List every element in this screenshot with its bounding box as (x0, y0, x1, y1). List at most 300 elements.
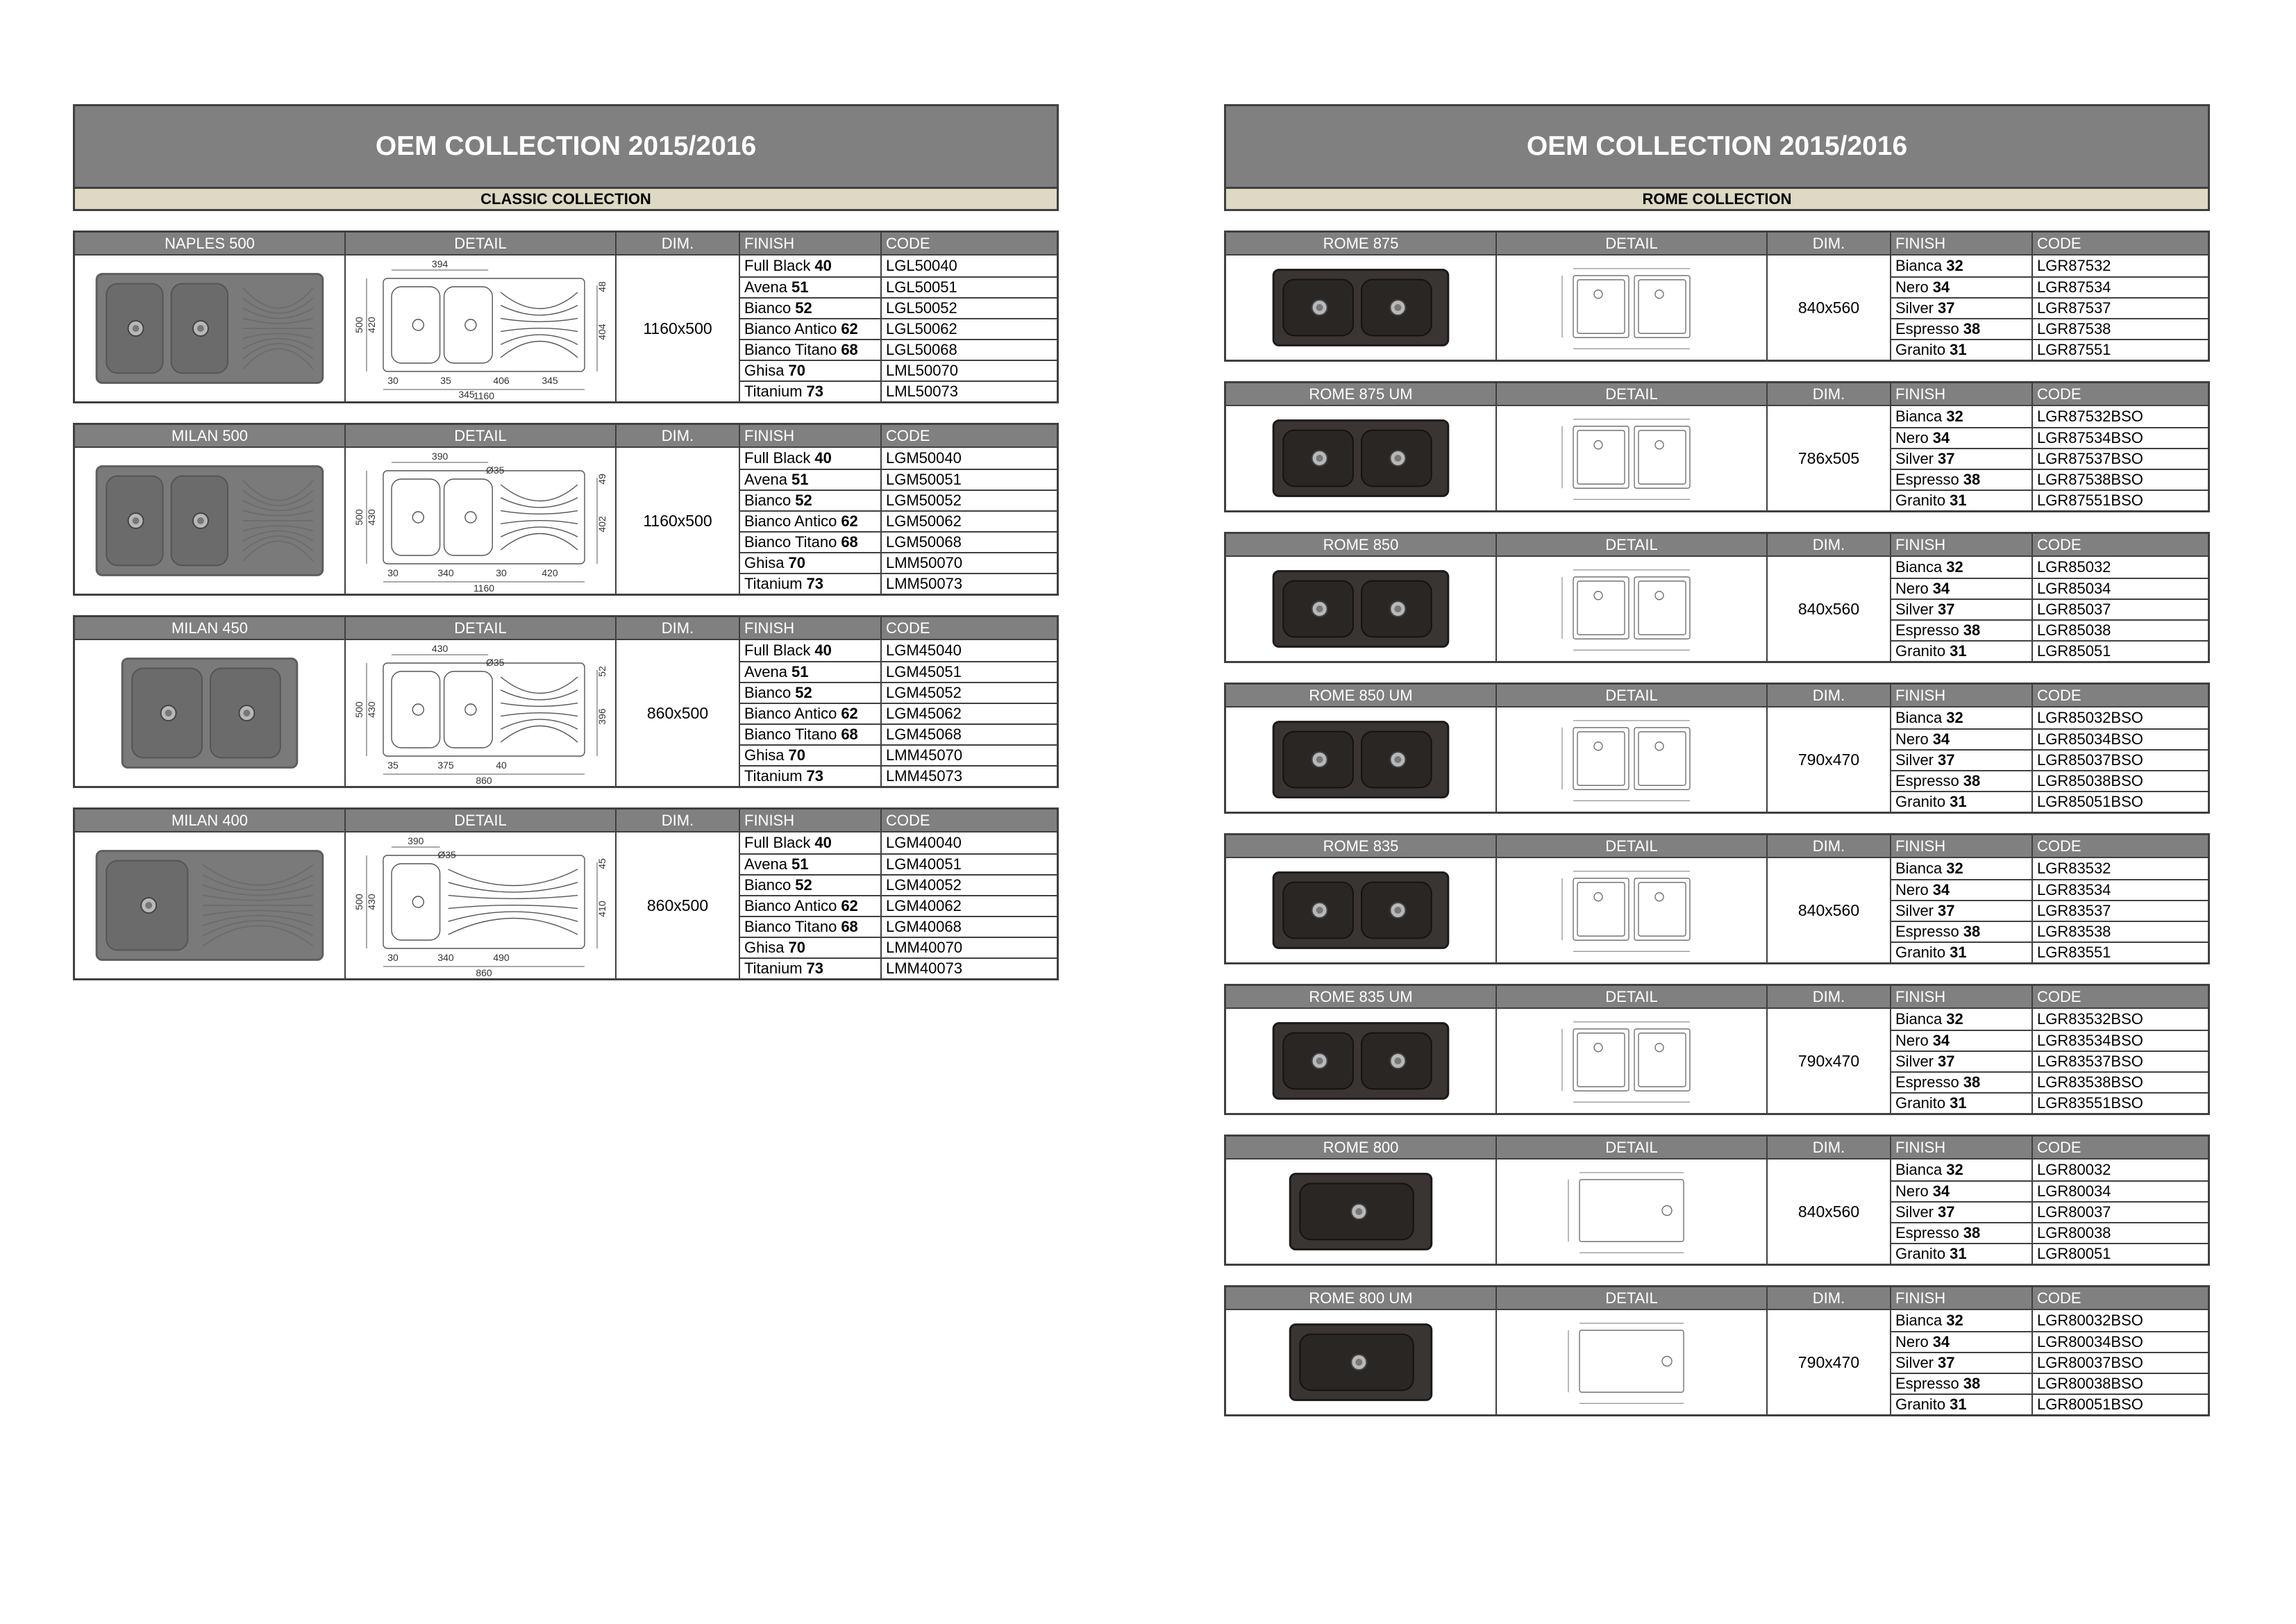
finish-name: Full Black (744, 257, 811, 274)
finish-number: 73 (806, 767, 824, 785)
finish-number: 32 (1946, 408, 1963, 425)
finish-header: FINISH (1891, 233, 2033, 254)
finish-row (1891, 1180, 2031, 1201)
dark-double-bowl-sink-image (1232, 562, 1489, 656)
finish-row (740, 552, 880, 573)
finish-row (1891, 640, 2031, 661)
finish-number: 32 (1946, 1312, 1963, 1329)
product-code: LGM40068 (882, 916, 1057, 937)
product-code: LGM50052 (882, 489, 1057, 510)
finish-name: Full Black (744, 834, 811, 851)
finish-row (740, 682, 880, 703)
finish-number: 31 (1950, 341, 1967, 358)
dim-top: 430 (431, 643, 449, 654)
finish-number: 32 (1946, 1010, 1963, 1028)
product-code: LGR87532BSO (2037, 408, 2143, 425)
dim-header: DIM. (1768, 1137, 1891, 1158)
product-detail-drawing (1497, 1160, 1768, 1264)
finish-header: FINISH (1891, 835, 2033, 857)
product-code: LGR85032BSO (2037, 709, 2143, 726)
dim-bottom-3: 30 (496, 567, 507, 578)
product-block (1224, 984, 2210, 1115)
product-code: LGR80051 (2033, 1243, 2208, 1264)
product-body (1226, 1309, 2208, 1414)
finish-row (1891, 900, 2031, 921)
finish-row (740, 318, 880, 339)
dim-bottom-2: 35 (440, 375, 451, 386)
product-dimensions: 860x500 (617, 640, 740, 786)
product-body (1226, 405, 2208, 510)
product-code: LML50073 (882, 380, 1057, 401)
code-header: CODE (2037, 837, 2081, 855)
finish-name: Silver (1895, 751, 1934, 769)
finish-name: Nero (1895, 429, 1929, 446)
dim-right-top: 52 (596, 666, 607, 677)
grey-single-bowl-drainer-sink-image (81, 837, 338, 973)
finish-name: Granito (1895, 492, 1946, 509)
product-detail-drawing (1497, 557, 1768, 661)
product-code: LGR80037 (2033, 1201, 2208, 1222)
finish-row (740, 360, 880, 380)
finish-row (740, 744, 880, 765)
finish-number: 62 (841, 705, 858, 722)
product-header-row (75, 810, 1057, 831)
finish-row (740, 703, 880, 723)
finish-name: Granito (1895, 793, 1946, 810)
product-photo (1226, 1310, 1497, 1414)
finish-row (1891, 1092, 2031, 1113)
finish-number: 37 (1938, 1354, 1955, 1371)
product-dimensions: 840x560 (1768, 557, 1891, 661)
product-code: LGM45051 (882, 661, 1057, 682)
product-code: LGR87534BSO (2033, 427, 2208, 448)
finish-name: Espresso (1895, 923, 1959, 940)
finish-row (740, 489, 880, 510)
code-list (882, 640, 1057, 786)
finish-number: 68 (841, 341, 858, 358)
code-header: CODE (886, 811, 930, 829)
finish-number: 68 (841, 918, 858, 935)
dim-right-top: 49 (596, 474, 607, 485)
product-code: LGR87537 (2033, 297, 2208, 318)
finish-number: 31 (1950, 492, 1967, 509)
finish-row (1891, 941, 2031, 962)
dim-left-inner: 430 (366, 509, 377, 526)
finish-number: 32 (1946, 1161, 1963, 1178)
dim-bottom-5: 345 (458, 389, 475, 399)
finish-number: 37 (1938, 299, 1955, 317)
product-block (1224, 683, 2210, 814)
product-detail-drawing (346, 832, 617, 978)
product-code: LGR80038 (2033, 1222, 2208, 1243)
dark-double-bowl-sink-image (1232, 712, 1489, 807)
finish-number: 34 (1932, 730, 1950, 748)
finish-number: 40 (814, 642, 832, 659)
finish-list (1891, 1009, 2033, 1113)
product-dimensions: 1160x500 (617, 256, 740, 401)
finish-number: 70 (788, 746, 805, 764)
code-header: CODE (2037, 385, 2081, 403)
product-code: LGM50062 (882, 510, 1057, 531)
finish-row (1891, 708, 2031, 728)
product-code: LGR85051 (2033, 640, 2208, 661)
dim-bottom-1: 30 (387, 375, 399, 386)
product-name: ROME 875 UM (1226, 383, 1497, 405)
product-header-row (1226, 383, 2208, 405)
product-dimensions: 790x470 (1768, 708, 1891, 812)
finish-number: 34 (1932, 429, 1950, 446)
product-name: NAPLES 500 (75, 233, 346, 254)
finish-row (1891, 1030, 2031, 1050)
finish-row (1891, 728, 2031, 749)
finish-name: Bianca (1895, 257, 1943, 274)
finish-name: Ghisa (744, 939, 785, 956)
finish-row (1891, 339, 2031, 360)
product-code: LGR87538 (2033, 318, 2208, 339)
finish-name: Nero (1895, 1333, 1929, 1350)
finish-list (740, 832, 882, 978)
finish-list (1891, 256, 2033, 360)
dim-right-top: 48 (596, 281, 607, 292)
finish-name: Bianco Antico (744, 897, 837, 914)
finish-number: 34 (1932, 1032, 1950, 1049)
finish-number: 34 (1932, 278, 1950, 296)
finish-number: 38 (1963, 1224, 1981, 1241)
finish-number: 31 (1950, 642, 1967, 660)
finish-row (1891, 427, 2031, 448)
finish-header: FINISH (740, 233, 882, 254)
collection-subtitle: ROME COLLECTION (1224, 189, 2210, 211)
finish-number: 37 (1938, 902, 1955, 919)
product-code: LGM50051 (882, 469, 1057, 489)
finish-row (1891, 276, 2031, 297)
finish-name: Silver (1895, 450, 1934, 467)
finish-row (740, 297, 880, 318)
dim-bottom-1: 35 (387, 760, 399, 771)
dim-right: 402 (596, 516, 607, 533)
finish-number: 68 (841, 533, 858, 551)
product-block (73, 615, 1059, 788)
finish-name: Nero (1895, 730, 1929, 748)
code-list (2033, 1009, 2208, 1113)
grey-double-bowl-sink-image (81, 645, 338, 781)
product-photo (75, 256, 346, 401)
dim-bottom-2: 340 (437, 952, 454, 963)
finish-number: 38 (1963, 772, 1981, 789)
dim-radius: Ø35 (485, 657, 505, 668)
finish-number: 68 (841, 726, 858, 743)
finish-row (1891, 297, 2031, 318)
code-list (882, 448, 1057, 594)
product-code: LGM40051 (882, 853, 1057, 874)
product-code: LGR80051BSO (2033, 1393, 2208, 1414)
finish-name: Bianca (1895, 860, 1943, 877)
product-code: LGM40062 (882, 895, 1057, 916)
product-block (73, 423, 1059, 596)
finish-number: 38 (1963, 471, 1981, 488)
product-name: ROME 835 UM (1226, 986, 1497, 1007)
finish-row (1891, 1071, 2031, 1092)
technical-drawing (1500, 1011, 1763, 1111)
detail-header: DETAIL (1497, 835, 1768, 857)
product-name: ROME 850 (1226, 534, 1497, 555)
finish-name: Avena (744, 278, 787, 296)
detail-header: DETAIL (1497, 986, 1768, 1007)
finish-name: Silver (1895, 1203, 1934, 1221)
finish-header: FINISH (740, 617, 882, 639)
finish-name: Full Black (744, 449, 811, 467)
detail-header: DETAIL (1497, 1287, 1768, 1309)
product-code: LGM50068 (882, 531, 1057, 552)
finish-number: 31 (1950, 793, 1967, 810)
product-detail-drawing (1497, 708, 1768, 812)
product-name: ROME 875 (1226, 233, 1497, 254)
finish-row (1891, 1160, 2031, 1180)
finish-header: FINISH (1891, 1287, 2033, 1309)
dim-total: 860 (476, 775, 492, 784)
finish-number: 32 (1946, 860, 1963, 877)
finish-number: 34 (1932, 1182, 1950, 1200)
product-code: LGR83538BSO (2033, 1071, 2208, 1092)
finish-number: 51 (791, 471, 809, 488)
product-code: LGL50062 (882, 318, 1057, 339)
dim-right-top: 45 (596, 858, 607, 869)
finish-number: 38 (1963, 1073, 1981, 1091)
product-body (1226, 254, 2208, 360)
product-detail-drawing (1497, 256, 1768, 360)
dim-total: 1160 (473, 390, 495, 399)
code-header: CODE (2037, 1138, 2081, 1156)
dim-left-inner: 430 (366, 894, 377, 910)
dim-radius: Ø35 (437, 849, 456, 860)
dim-bottom-1: 30 (387, 952, 399, 963)
finish-row (1891, 749, 2031, 770)
product-code: LGR87534 (2033, 276, 2208, 297)
product-code: LMM45073 (882, 765, 1057, 786)
product-dimensions: 786x505 (1768, 406, 1891, 510)
technical-drawing (1500, 860, 1763, 960)
finish-name: Full Black (744, 642, 811, 659)
product-name: ROME 800 UM (1226, 1287, 1497, 1309)
detail-header: DETAIL (1497, 383, 1768, 405)
finish-number: 38 (1963, 320, 1981, 337)
dim-header: DIM. (1768, 986, 1891, 1007)
product-name: MILAN 450 (75, 617, 346, 639)
product-dimensions: 1160x500 (617, 448, 740, 594)
product-code: LGL50068 (882, 339, 1057, 360)
finish-row (1891, 1331, 2031, 1352)
finish-name: Bianco Titano (744, 918, 837, 935)
dim-left-inner: 420 (366, 317, 377, 333)
finish-name: Nero (1895, 1182, 1929, 1200)
dim-left-outer: 500 (353, 701, 364, 718)
product-body (1226, 1007, 2208, 1113)
product-dimensions: 860x500 (617, 832, 740, 978)
dim-left-outer: 500 (353, 509, 364, 526)
product-code: LGR85034 (2033, 578, 2208, 598)
product-code: LGR85038BSO (2033, 770, 2208, 791)
code-list (2033, 256, 2208, 360)
finish-list (1891, 1310, 2033, 1414)
technical-drawing (349, 835, 612, 976)
finish-name: Titanium (744, 575, 803, 592)
product-code: LMM40070 (882, 937, 1057, 957)
product-dimensions: 790x470 (1768, 1310, 1891, 1414)
finish-row (740, 723, 880, 744)
finish-number: 70 (788, 554, 805, 571)
product-code: LGR83534 (2033, 879, 2208, 900)
product-header-row (1226, 1137, 2208, 1158)
product-header-row (1226, 835, 2208, 857)
collection-subtitle: CLASSIC COLLECTION (73, 189, 1059, 211)
finish-name: Granito (1895, 341, 1946, 358)
dim-top: 390 (408, 835, 424, 846)
dark-double-bowl-sink-image (1232, 863, 1489, 957)
product-code: LGR83551BSO (2033, 1092, 2208, 1113)
dim-bottom-1: 30 (387, 567, 399, 578)
product-header-row (1226, 1287, 2208, 1309)
finish-number: 51 (791, 855, 809, 873)
product-code: LGR85037BSO (2033, 749, 2208, 770)
finish-row (740, 895, 880, 916)
product-code: LGR83532 (2037, 860, 2111, 877)
dim-right: 404 (596, 324, 607, 340)
finish-name: Granito (1895, 642, 1946, 660)
product-code: LGR80032 (2037, 1161, 2111, 1178)
product-body (1226, 706, 2208, 812)
code-header: CODE (2037, 987, 2081, 1005)
finish-header: FINISH (1891, 685, 2033, 706)
finish-number: 51 (791, 278, 809, 296)
finish-row (1891, 557, 2031, 578)
finish-row (740, 916, 880, 937)
product-code: LGR85032 (2037, 558, 2111, 576)
dim-left-inner: 430 (366, 701, 377, 718)
finish-list (1891, 557, 2033, 661)
product-code: LGR80032BSO (2037, 1312, 2143, 1329)
finish-name: Avena (744, 471, 787, 488)
finish-name: Bianco (744, 299, 791, 317)
finish-row (740, 573, 880, 594)
finish-name: Espresso (1895, 621, 1959, 639)
finish-name: Bianca (1895, 709, 1943, 726)
finish-row (740, 765, 880, 786)
dim-header: DIM. (617, 617, 740, 639)
finish-number: 40 (814, 834, 832, 851)
product-photo (75, 640, 346, 786)
product-code: LGM45040 (886, 642, 962, 659)
dark-double-bowl-sink-image (1232, 260, 1489, 355)
dim-header: DIM. (617, 810, 740, 831)
finish-number: 31 (1950, 1396, 1967, 1413)
finish-row (1891, 1222, 2031, 1243)
finish-list (1891, 858, 2033, 962)
finish-number: 70 (788, 362, 805, 379)
finish-list (1891, 1160, 2033, 1264)
grey-double-bowl-drainer-sink-image (81, 260, 338, 396)
finish-row (1891, 1373, 2031, 1393)
finish-number: 32 (1946, 257, 1963, 274)
product-block (73, 231, 1059, 403)
finish-row (1891, 619, 2031, 640)
finish-number: 37 (1938, 751, 1955, 769)
finish-name: Espresso (1895, 1224, 1959, 1241)
dim-header: DIM. (617, 425, 740, 446)
finish-row (740, 531, 880, 552)
product-code: LGR85038 (2033, 619, 2208, 640)
finish-name: Bianco Titano (744, 533, 837, 551)
dim-bottom-2: 375 (437, 760, 454, 771)
product-code: LGL50052 (882, 297, 1057, 318)
product-code: LGR83534BSO (2033, 1030, 2208, 1050)
finish-name: Espresso (1895, 1073, 1959, 1091)
product-code: LGR83537BSO (2033, 1050, 2208, 1071)
product-name: MILAN 400 (75, 810, 346, 831)
finish-row (1891, 578, 2031, 598)
code-list (2033, 557, 2208, 661)
product-header-row (1226, 534, 2208, 555)
product-photo (1226, 708, 1497, 812)
finish-row (740, 380, 880, 401)
finish-row (1891, 791, 2031, 812)
code-list (2033, 1160, 2208, 1264)
classic-collection-page (73, 104, 1059, 980)
product-photo (1226, 256, 1497, 360)
product-code: LGR80034BSO (2033, 1331, 2208, 1352)
finish-row (1891, 469, 2031, 489)
product-block (1224, 532, 2210, 663)
finish-name: Avena (744, 663, 787, 680)
finish-name: Bianca (1895, 1161, 1943, 1178)
product-header-row (1226, 986, 2208, 1007)
finish-row (1891, 921, 2031, 941)
finish-name: Avena (744, 855, 787, 873)
finish-list (1891, 708, 2033, 812)
code-list (2033, 406, 2208, 510)
product-code: LGR80038BSO (2033, 1373, 2208, 1393)
product-code: LGR85037 (2033, 598, 2208, 619)
finish-number: 37 (1938, 601, 1955, 618)
technical-drawing (349, 450, 612, 592)
product-code: LGR83532BSO (2037, 1010, 2143, 1028)
product-body (1226, 857, 2208, 962)
product-block (1224, 833, 2210, 964)
finish-number: 32 (1946, 709, 1963, 726)
product-dimensions: 840x560 (1768, 1160, 1891, 1264)
dim-bottom-4: 420 (542, 567, 558, 578)
product-code: LMM45070 (882, 744, 1057, 765)
technical-drawing (349, 642, 612, 784)
product-body (75, 446, 1057, 594)
technical-drawing (1500, 1162, 1763, 1262)
finish-name: Bianca (1895, 1010, 1943, 1028)
dim-bottom-3: 490 (493, 952, 510, 963)
product-code: LGR87551BSO (2033, 489, 2208, 510)
finish-row (1891, 858, 2031, 879)
finish-name: Granito (1895, 1245, 1946, 1262)
product-code: LMM40073 (882, 957, 1057, 978)
finish-row (740, 853, 880, 874)
product-dimensions: 840x560 (1768, 858, 1891, 962)
finish-row (1891, 1201, 2031, 1222)
finish-row (1891, 1050, 2031, 1071)
finish-name: Silver (1895, 902, 1934, 919)
product-code: LGR85034BSO (2033, 728, 2208, 749)
page-title: OEM COLLECTION 2015/2016 (73, 104, 1059, 189)
finish-number: 62 (841, 897, 858, 914)
finish-header: FINISH (740, 810, 882, 831)
product-header-row (1226, 233, 2208, 254)
